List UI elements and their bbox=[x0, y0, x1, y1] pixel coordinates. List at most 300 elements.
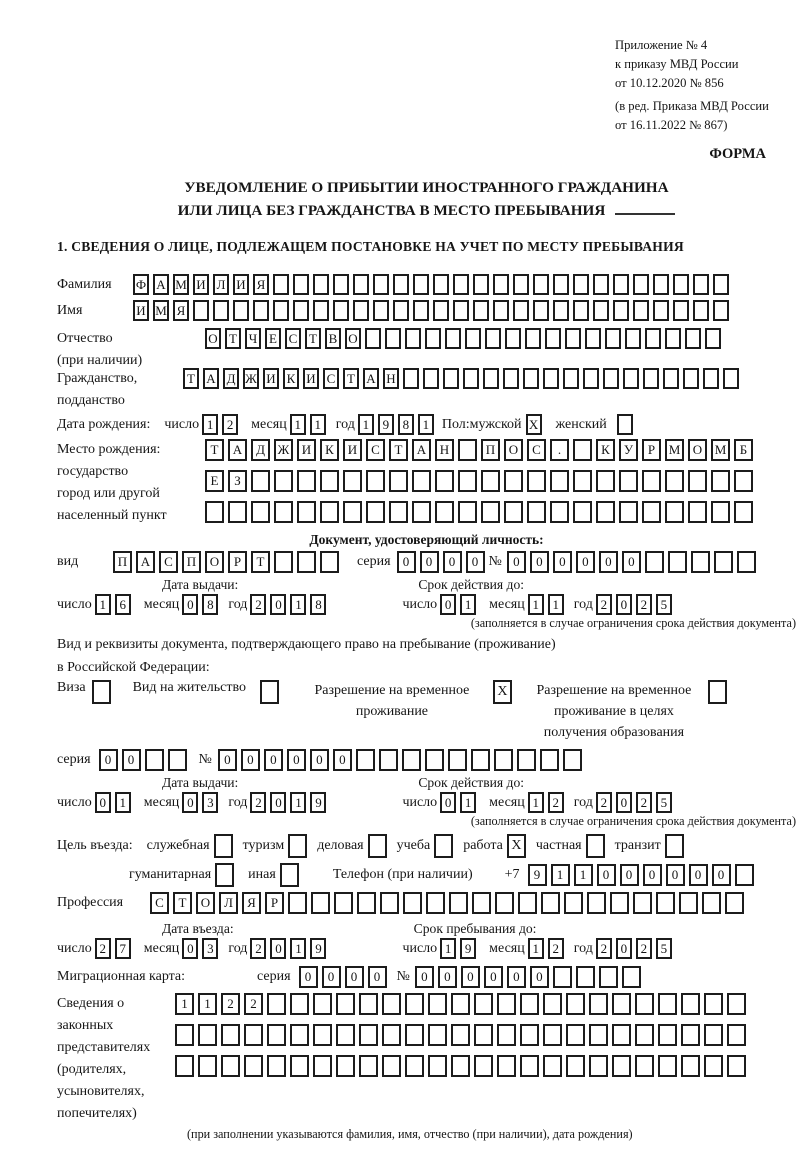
char-box[interactable] bbox=[713, 274, 729, 295]
char-box[interactable] bbox=[596, 470, 615, 492]
char-box[interactable] bbox=[213, 300, 229, 321]
char-box[interactable] bbox=[451, 993, 470, 1015]
char-box[interactable] bbox=[613, 274, 629, 295]
char-box[interactable]: Д bbox=[251, 439, 270, 461]
char-box[interactable] bbox=[433, 274, 449, 295]
char-box[interactable] bbox=[642, 470, 661, 492]
char-box[interactable] bbox=[612, 1024, 631, 1046]
char-box[interactable]: 0 bbox=[420, 551, 439, 573]
char-box[interactable] bbox=[483, 368, 499, 389]
char-box[interactable]: 0 bbox=[616, 938, 632, 959]
char-box[interactable]: 0 bbox=[345, 966, 364, 988]
char-box[interactable] bbox=[679, 892, 698, 914]
char-box[interactable]: 2 bbox=[221, 993, 240, 1015]
char-box[interactable] bbox=[533, 274, 549, 295]
char-box[interactable] bbox=[221, 1024, 240, 1046]
char-box[interactable]: 2 bbox=[244, 993, 263, 1015]
char-box[interactable]: 1 bbox=[175, 993, 194, 1015]
char-box[interactable]: К bbox=[596, 439, 615, 461]
char-box[interactable] bbox=[589, 993, 608, 1015]
char-box[interactable] bbox=[402, 749, 421, 771]
char-box[interactable]: 8 bbox=[310, 594, 326, 615]
char-box[interactable]: С bbox=[366, 439, 385, 461]
char-box[interactable]: 5 bbox=[656, 594, 672, 615]
char-box[interactable] bbox=[693, 300, 709, 321]
purpose-official-checkbox[interactable] bbox=[214, 834, 233, 858]
char-box[interactable] bbox=[357, 892, 376, 914]
char-box[interactable] bbox=[622, 966, 641, 988]
char-box[interactable] bbox=[481, 470, 500, 492]
char-box[interactable]: О bbox=[504, 439, 523, 461]
char-box[interactable] bbox=[389, 501, 408, 523]
char-box[interactable] bbox=[643, 368, 659, 389]
char-box[interactable] bbox=[428, 1055, 447, 1077]
char-box[interactable]: 2 bbox=[636, 938, 652, 959]
char-box[interactable] bbox=[494, 749, 513, 771]
char-box[interactable] bbox=[233, 300, 249, 321]
char-box[interactable] bbox=[413, 300, 429, 321]
char-box[interactable] bbox=[573, 274, 589, 295]
char-box[interactable] bbox=[425, 328, 441, 349]
char-box[interactable] bbox=[313, 993, 332, 1015]
char-box[interactable] bbox=[474, 993, 493, 1015]
purpose-humanitarian-checkbox[interactable] bbox=[215, 863, 234, 887]
char-box[interactable] bbox=[274, 470, 293, 492]
char-box[interactable]: Т bbox=[173, 892, 192, 914]
char-box[interactable]: 0 bbox=[440, 594, 456, 615]
char-box[interactable]: А bbox=[136, 551, 155, 573]
char-box[interactable] bbox=[333, 274, 349, 295]
char-box[interactable]: Н bbox=[435, 439, 454, 461]
char-box[interactable] bbox=[681, 1024, 700, 1046]
char-box[interactable] bbox=[228, 501, 247, 523]
char-box[interactable] bbox=[653, 274, 669, 295]
char-box[interactable] bbox=[382, 1055, 401, 1077]
char-box[interactable] bbox=[663, 368, 679, 389]
char-box[interactable]: С bbox=[285, 328, 301, 349]
char-box[interactable] bbox=[543, 368, 559, 389]
char-box[interactable] bbox=[673, 300, 689, 321]
char-box[interactable]: 1 bbox=[310, 414, 326, 435]
char-box[interactable] bbox=[251, 501, 270, 523]
char-box[interactable]: 0 bbox=[397, 551, 416, 573]
char-box[interactable]: И bbox=[303, 368, 319, 389]
char-box[interactable]: О bbox=[196, 892, 215, 914]
char-box[interactable]: 1 bbox=[290, 414, 306, 435]
char-box[interactable] bbox=[688, 470, 707, 492]
char-box[interactable]: 1 bbox=[290, 938, 306, 959]
char-box[interactable] bbox=[412, 470, 431, 492]
char-box[interactable] bbox=[405, 328, 421, 349]
char-box[interactable] bbox=[656, 892, 675, 914]
char-box[interactable] bbox=[642, 501, 661, 523]
char-box[interactable]: Я bbox=[173, 300, 189, 321]
char-box[interactable] bbox=[393, 274, 409, 295]
char-box[interactable] bbox=[527, 501, 546, 523]
char-box[interactable]: 8 bbox=[398, 414, 414, 435]
char-box[interactable]: Т bbox=[251, 551, 270, 573]
char-box[interactable]: Д bbox=[223, 368, 239, 389]
char-box[interactable] bbox=[413, 274, 429, 295]
char-box[interactable]: 2 bbox=[596, 938, 612, 959]
char-box[interactable] bbox=[703, 368, 719, 389]
char-box[interactable]: А bbox=[153, 274, 169, 295]
char-box[interactable] bbox=[617, 414, 633, 435]
char-box[interactable]: Я bbox=[253, 274, 269, 295]
char-box[interactable] bbox=[297, 501, 316, 523]
char-box[interactable] bbox=[382, 993, 401, 1015]
char-box[interactable] bbox=[735, 864, 754, 886]
char-box[interactable] bbox=[313, 1024, 332, 1046]
char-box[interactable]: 9 bbox=[310, 792, 326, 813]
char-box[interactable] bbox=[543, 993, 562, 1015]
char-box[interactable] bbox=[382, 1024, 401, 1046]
char-box[interactable] bbox=[589, 1024, 608, 1046]
char-box[interactable]: О bbox=[205, 551, 224, 573]
char-box[interactable] bbox=[714, 551, 733, 573]
char-box[interactable] bbox=[540, 749, 559, 771]
char-box[interactable]: 0 bbox=[241, 749, 260, 771]
char-box[interactable]: 0 bbox=[182, 938, 198, 959]
char-box[interactable]: 2 bbox=[548, 792, 564, 813]
char-box[interactable] bbox=[612, 1055, 631, 1077]
char-box[interactable] bbox=[359, 993, 378, 1015]
char-box[interactable] bbox=[613, 300, 629, 321]
char-box[interactable] bbox=[704, 1055, 723, 1077]
char-box[interactable] bbox=[633, 274, 649, 295]
char-box[interactable]: 0 bbox=[620, 864, 639, 886]
char-box[interactable] bbox=[705, 328, 721, 349]
char-box[interactable] bbox=[449, 892, 468, 914]
char-box[interactable]: 0 bbox=[438, 966, 457, 988]
char-box[interactable] bbox=[619, 470, 638, 492]
char-box[interactable]: М bbox=[665, 439, 684, 461]
char-box[interactable]: 2 bbox=[95, 938, 111, 959]
char-box[interactable]: А bbox=[412, 439, 431, 461]
char-box[interactable] bbox=[635, 1055, 654, 1077]
char-box[interactable] bbox=[198, 1024, 217, 1046]
char-box[interactable] bbox=[727, 1024, 746, 1046]
char-box[interactable]: С bbox=[159, 551, 178, 573]
char-box[interactable] bbox=[356, 749, 375, 771]
char-box[interactable] bbox=[563, 749, 582, 771]
char-box[interactable] bbox=[473, 274, 489, 295]
char-box[interactable] bbox=[576, 966, 595, 988]
char-box[interactable]: 0 bbox=[712, 864, 731, 886]
char-box[interactable] bbox=[379, 749, 398, 771]
char-box[interactable] bbox=[403, 892, 422, 914]
char-box[interactable] bbox=[343, 501, 362, 523]
char-box[interactable] bbox=[583, 368, 599, 389]
char-box[interactable]: 0 bbox=[622, 551, 641, 573]
char-box[interactable]: И bbox=[343, 439, 362, 461]
char-box[interactable] bbox=[297, 551, 316, 573]
purpose-work-checkbox[interactable]: X bbox=[507, 834, 526, 858]
char-box[interactable]: 0 bbox=[122, 749, 141, 771]
char-box[interactable] bbox=[426, 892, 445, 914]
char-box[interactable]: 1 bbox=[358, 414, 374, 435]
char-box[interactable] bbox=[290, 1024, 309, 1046]
char-box[interactable]: 1 bbox=[198, 993, 217, 1015]
char-box[interactable] bbox=[658, 1055, 677, 1077]
temp-residence-education-checkbox[interactable] bbox=[708, 680, 727, 704]
char-box[interactable] bbox=[685, 328, 701, 349]
char-box[interactable] bbox=[673, 274, 689, 295]
char-box[interactable] bbox=[665, 501, 684, 523]
char-box[interactable] bbox=[451, 1055, 470, 1077]
purpose-study-checkbox[interactable] bbox=[434, 834, 453, 858]
char-box[interactable] bbox=[405, 1024, 424, 1046]
char-box[interactable]: 0 bbox=[576, 551, 595, 573]
char-box[interactable]: 1 bbox=[548, 594, 564, 615]
purpose-business-checkbox[interactable] bbox=[368, 834, 387, 858]
char-box[interactable] bbox=[612, 993, 631, 1015]
char-box[interactable]: 0 bbox=[666, 864, 685, 886]
char-box[interactable] bbox=[704, 993, 723, 1015]
char-box[interactable]: А bbox=[363, 368, 379, 389]
char-box[interactable] bbox=[691, 551, 710, 573]
char-box[interactable] bbox=[463, 368, 479, 389]
char-box[interactable]: 2 bbox=[222, 414, 238, 435]
char-box[interactable]: З bbox=[228, 470, 247, 492]
char-box[interactable] bbox=[723, 368, 739, 389]
char-box[interactable] bbox=[737, 551, 756, 573]
char-box[interactable] bbox=[635, 1024, 654, 1046]
char-box[interactable] bbox=[433, 300, 449, 321]
char-box[interactable]: Л bbox=[219, 892, 238, 914]
char-box[interactable] bbox=[205, 501, 224, 523]
char-box[interactable] bbox=[320, 470, 339, 492]
char-box[interactable] bbox=[565, 328, 581, 349]
char-box[interactable]: 1 bbox=[440, 938, 456, 959]
char-box[interactable]: С bbox=[150, 892, 169, 914]
char-box[interactable] bbox=[553, 300, 569, 321]
char-box[interactable] bbox=[290, 1055, 309, 1077]
char-box[interactable]: 0 bbox=[95, 792, 111, 813]
char-box[interactable] bbox=[274, 501, 293, 523]
char-box[interactable] bbox=[658, 993, 677, 1015]
char-box[interactable] bbox=[653, 300, 669, 321]
char-box[interactable]: 1 bbox=[202, 414, 218, 435]
char-box[interactable] bbox=[359, 1024, 378, 1046]
char-box[interactable] bbox=[313, 1055, 332, 1077]
char-box[interactable] bbox=[465, 328, 481, 349]
char-box[interactable]: 0 bbox=[484, 966, 503, 988]
char-box[interactable] bbox=[336, 1024, 355, 1046]
char-box[interactable] bbox=[311, 892, 330, 914]
char-box[interactable]: 0 bbox=[461, 966, 480, 988]
char-box[interactable] bbox=[425, 749, 444, 771]
char-box[interactable]: 8 bbox=[202, 594, 218, 615]
char-box[interactable] bbox=[267, 1055, 286, 1077]
char-box[interactable] bbox=[525, 328, 541, 349]
char-box[interactable]: И bbox=[233, 274, 249, 295]
char-box[interactable] bbox=[520, 1024, 539, 1046]
char-box[interactable]: Ф bbox=[133, 274, 149, 295]
char-box[interactable] bbox=[423, 368, 439, 389]
char-box[interactable] bbox=[513, 300, 529, 321]
char-box[interactable]: 0 bbox=[599, 551, 618, 573]
char-box[interactable] bbox=[267, 993, 286, 1015]
char-box[interactable] bbox=[550, 470, 569, 492]
char-box[interactable]: 1 bbox=[528, 594, 544, 615]
char-box[interactable]: 2 bbox=[636, 792, 652, 813]
char-box[interactable] bbox=[665, 328, 681, 349]
char-box[interactable] bbox=[633, 300, 649, 321]
char-box[interactable] bbox=[711, 501, 730, 523]
char-box[interactable] bbox=[471, 749, 490, 771]
char-box[interactable]: 2 bbox=[250, 938, 266, 959]
char-box[interactable] bbox=[385, 328, 401, 349]
char-box[interactable] bbox=[688, 501, 707, 523]
char-box[interactable]: 0 bbox=[270, 792, 286, 813]
char-box[interactable] bbox=[393, 300, 409, 321]
char-box[interactable]: Т bbox=[205, 439, 224, 461]
char-box[interactable] bbox=[553, 966, 572, 988]
char-box[interactable] bbox=[493, 300, 509, 321]
purpose-transit-checkbox[interactable] bbox=[665, 834, 684, 858]
char-box[interactable] bbox=[473, 300, 489, 321]
char-box[interactable]: Р bbox=[228, 551, 247, 573]
char-box[interactable]: О bbox=[688, 439, 707, 461]
char-box[interactable] bbox=[336, 1055, 355, 1077]
char-box[interactable]: 0 bbox=[507, 551, 526, 573]
char-box[interactable] bbox=[451, 1024, 470, 1046]
char-box[interactable] bbox=[198, 1055, 217, 1077]
char-box[interactable]: Ч bbox=[245, 328, 261, 349]
char-box[interactable] bbox=[497, 1024, 516, 1046]
char-box[interactable] bbox=[585, 328, 601, 349]
char-box[interactable] bbox=[734, 470, 753, 492]
char-box[interactable] bbox=[474, 1024, 493, 1046]
char-box[interactable] bbox=[343, 470, 362, 492]
char-box[interactable] bbox=[458, 501, 477, 523]
char-box[interactable] bbox=[320, 501, 339, 523]
char-box[interactable] bbox=[520, 1055, 539, 1077]
char-box[interactable] bbox=[543, 1024, 562, 1046]
char-box[interactable]: 3 bbox=[202, 792, 218, 813]
char-box[interactable]: 1 bbox=[115, 792, 131, 813]
char-box[interactable] bbox=[403, 368, 419, 389]
char-box[interactable] bbox=[495, 892, 514, 914]
char-box[interactable] bbox=[297, 470, 316, 492]
char-box[interactable] bbox=[497, 1055, 516, 1077]
char-box[interactable]: 2 bbox=[548, 938, 564, 959]
char-box[interactable] bbox=[633, 892, 652, 914]
char-box[interactable]: П bbox=[481, 439, 500, 461]
char-box[interactable] bbox=[353, 300, 369, 321]
char-box[interactable]: 0 bbox=[218, 749, 237, 771]
char-box[interactable] bbox=[725, 892, 744, 914]
char-box[interactable] bbox=[253, 300, 269, 321]
char-box[interactable] bbox=[520, 993, 539, 1015]
char-box[interactable]: 2 bbox=[596, 792, 612, 813]
char-box[interactable]: 0 bbox=[530, 551, 549, 573]
char-box[interactable]: X bbox=[526, 414, 542, 435]
char-box[interactable] bbox=[503, 368, 519, 389]
char-box[interactable] bbox=[448, 749, 467, 771]
char-box[interactable] bbox=[713, 300, 729, 321]
char-box[interactable] bbox=[623, 368, 639, 389]
char-box[interactable]: И bbox=[193, 274, 209, 295]
char-box[interactable]: 9 bbox=[310, 938, 326, 959]
char-box[interactable] bbox=[665, 470, 684, 492]
char-box[interactable]: 0 bbox=[368, 966, 387, 988]
char-box[interactable] bbox=[175, 1024, 194, 1046]
char-box[interactable] bbox=[593, 300, 609, 321]
char-box[interactable]: В bbox=[325, 328, 341, 349]
char-box[interactable]: М bbox=[173, 274, 189, 295]
char-box[interactable] bbox=[251, 470, 270, 492]
char-box[interactable] bbox=[288, 892, 307, 914]
char-box[interactable] bbox=[681, 1055, 700, 1077]
char-box[interactable]: С bbox=[527, 439, 546, 461]
char-box[interactable]: . bbox=[550, 439, 569, 461]
char-box[interactable]: Е bbox=[205, 470, 224, 492]
char-box[interactable] bbox=[380, 892, 399, 914]
char-box[interactable] bbox=[599, 966, 618, 988]
char-box[interactable]: 0 bbox=[299, 966, 318, 988]
char-box[interactable] bbox=[702, 892, 721, 914]
char-box[interactable] bbox=[244, 1024, 263, 1046]
char-box[interactable] bbox=[453, 274, 469, 295]
char-box[interactable] bbox=[658, 1024, 677, 1046]
char-box[interactable] bbox=[193, 300, 209, 321]
char-box[interactable] bbox=[366, 470, 385, 492]
char-box[interactable] bbox=[625, 328, 641, 349]
char-box[interactable] bbox=[683, 368, 699, 389]
temp-residence-checkbox[interactable]: X bbox=[493, 680, 512, 704]
char-box[interactable]: 0 bbox=[440, 792, 456, 813]
char-box[interactable] bbox=[635, 993, 654, 1015]
char-box[interactable]: 0 bbox=[507, 966, 526, 988]
char-box[interactable] bbox=[566, 1055, 585, 1077]
char-box[interactable] bbox=[244, 1055, 263, 1077]
char-box[interactable]: Ж bbox=[274, 439, 293, 461]
char-box[interactable]: 0 bbox=[415, 966, 434, 988]
char-box[interactable] bbox=[711, 470, 730, 492]
char-box[interactable]: 0 bbox=[287, 749, 306, 771]
char-box[interactable]: 1 bbox=[290, 792, 306, 813]
char-box[interactable] bbox=[517, 749, 536, 771]
char-box[interactable]: 1 bbox=[418, 414, 434, 435]
char-box[interactable] bbox=[527, 470, 546, 492]
char-box[interactable]: 2 bbox=[250, 594, 266, 615]
char-box[interactable] bbox=[366, 501, 385, 523]
char-box[interactable] bbox=[412, 501, 431, 523]
char-box[interactable] bbox=[293, 300, 309, 321]
char-box[interactable] bbox=[445, 328, 461, 349]
char-box[interactable] bbox=[550, 501, 569, 523]
char-box[interactable] bbox=[333, 300, 349, 321]
char-box[interactable]: Б bbox=[734, 439, 753, 461]
char-box[interactable] bbox=[566, 1024, 585, 1046]
char-box[interactable]: А bbox=[203, 368, 219, 389]
char-box[interactable]: 0 bbox=[530, 966, 549, 988]
char-box[interactable]: 0 bbox=[182, 594, 198, 615]
char-box[interactable]: 0 bbox=[310, 749, 329, 771]
char-box[interactable]: 9 bbox=[378, 414, 394, 435]
char-box[interactable] bbox=[293, 274, 309, 295]
char-box[interactable] bbox=[573, 439, 592, 461]
char-box[interactable] bbox=[645, 328, 661, 349]
char-box[interactable] bbox=[336, 993, 355, 1015]
char-box[interactable] bbox=[505, 328, 521, 349]
char-box[interactable] bbox=[443, 368, 459, 389]
char-box[interactable]: 1 bbox=[290, 594, 306, 615]
char-box[interactable] bbox=[168, 749, 187, 771]
char-box[interactable]: 1 bbox=[551, 864, 570, 886]
